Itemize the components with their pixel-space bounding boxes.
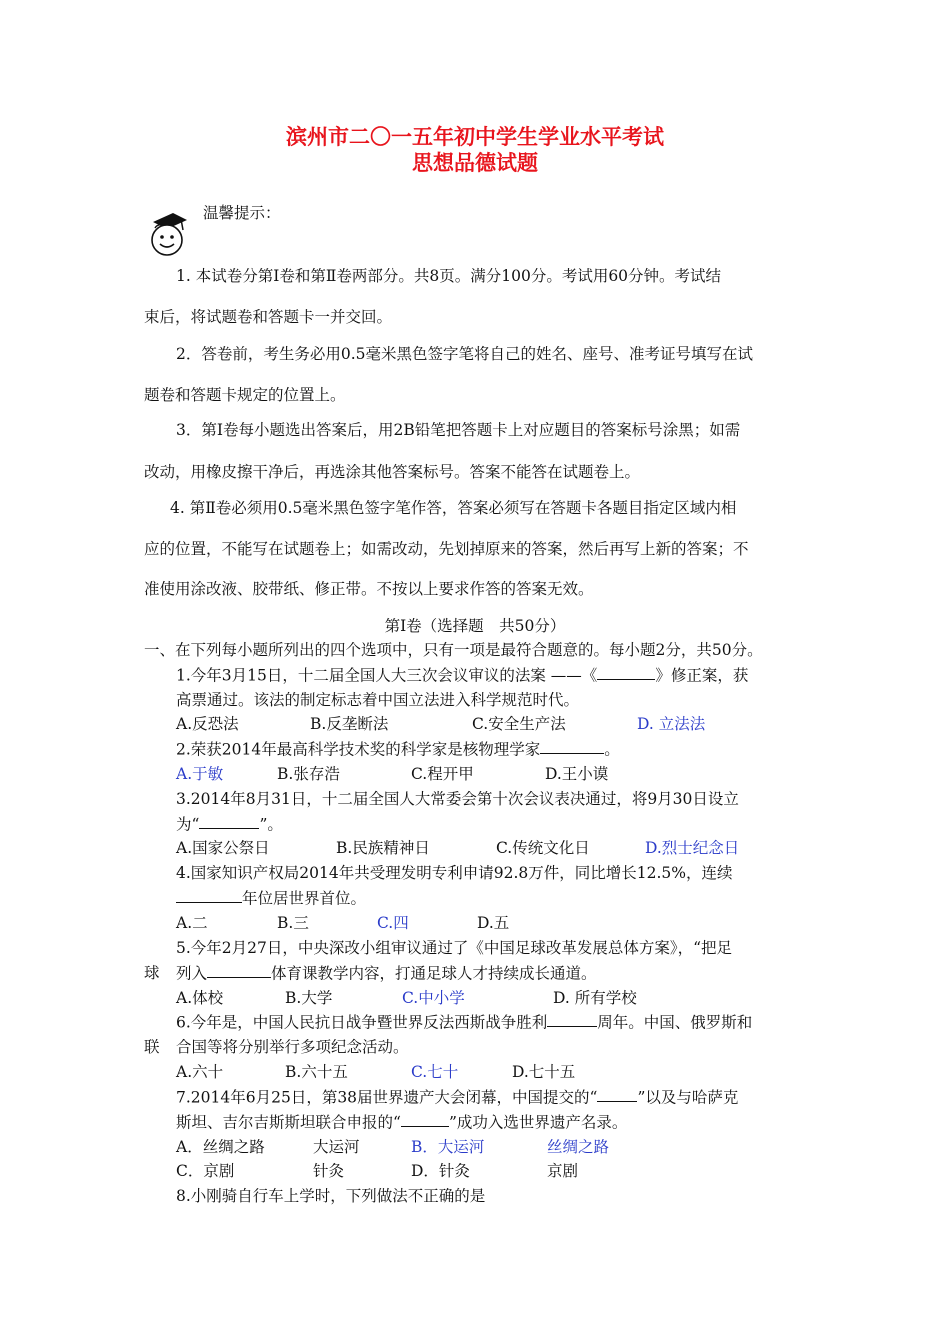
- option-b: B.张存浩: [277, 765, 340, 783]
- option-b-answer-part-1: B．大运河: [411, 1138, 485, 1156]
- question-text: 周年。中国、俄罗斯和: [597, 1013, 753, 1032]
- option-d-part-1: D．针灸: [411, 1162, 470, 1180]
- question-4-line-2: [176, 886, 366, 908]
- option-d-part-2: 京剧: [547, 1162, 579, 1180]
- instruction-line: 应的位置，不能写在试题卷上；如需改动，先划掉原来的答案，然后再写上新的答案；不: [144, 540, 749, 558]
- answer-blank: [401, 1110, 449, 1127]
- option-a: A.二: [176, 914, 208, 932]
- instruction-line: 4. 第Ⅱ卷必须用0.5毫米黑色签字笔作答，答案必须写在答题卡各题目指定区域内相: [170, 499, 737, 517]
- answer-blank: [176, 886, 242, 903]
- option-b: B.反垄断法: [310, 715, 389, 733]
- option-b: B.三: [277, 914, 309, 932]
- section-heading: 第Ⅰ卷（选择题 共50分）: [384, 617, 566, 635]
- question-4-line-1: 4.国家知识产权局2014年共受理发明专利申请92.8万件，同比增长12.5%，连续: [176, 864, 733, 882]
- question-text: 7.2014年6月25日，第38届世界遗产大会闭幕，中国提交的“: [176, 1088, 598, 1107]
- question-text: 年位居世界首位。: [242, 889, 367, 908]
- question-text: 。: [604, 740, 620, 759]
- instruction-line: 3．第Ⅰ卷每小题选出答案后，用2B铅笔把答题卡上对应题目的答案标号涂黑；如需: [176, 421, 741, 439]
- option-c-part-2: 针灸: [313, 1162, 345, 1180]
- exam-subtitle: 思想品德试题: [412, 150, 538, 175]
- option-c-answer: C.七十: [411, 1063, 459, 1081]
- question-8-line-1: 8.小刚骑自行车上学时，下列做法不正确的是: [176, 1187, 486, 1205]
- question-1-line-1: [176, 663, 748, 685]
- option-c-answer: C.四: [377, 914, 409, 932]
- option-d: D.五: [477, 914, 510, 932]
- option-c-answer: C.中小学: [402, 989, 465, 1007]
- question-1-line-2: 高票通过。该法的制定标志着中国立法进入科学规范时代。: [176, 691, 580, 709]
- question-6-line-1: [176, 1010, 752, 1032]
- question-text: 》修正案，获: [655, 666, 749, 685]
- question-text: ”。: [259, 815, 283, 834]
- instruction-line: 准使用涂改液、胶带纸、修正带。不按以上要求作答的答案无效。: [144, 580, 594, 598]
- option-c: C.程开甲: [411, 765, 474, 783]
- instruction-line: 1. 本试卷分第Ⅰ卷和第Ⅱ卷两部分。共8页。满分100分。考试用60分钟。考试结: [176, 267, 722, 285]
- question-5-line-2-prefix: 球: [144, 964, 160, 982]
- question-3-line-1: 3.2014年8月31日，十二届全国人大常委会第十次会议表决通过，将9月30日设立: [176, 790, 739, 808]
- option-b-answer-part-2: 丝绸之路: [547, 1138, 610, 1156]
- question-5-line-2: [176, 961, 597, 983]
- question-text: 6.今年是，中国人民抗日战争暨世界反法西斯战争胜利: [176, 1013, 548, 1032]
- question-7-line-1: [176, 1085, 738, 1107]
- question-text: 为“: [176, 815, 200, 834]
- question-text: 斯坦、吉尔吉斯斯坦联合申报的“: [176, 1113, 401, 1132]
- question-text: 体育课教学内容，打通足球人才持续成长通道。: [271, 964, 597, 983]
- option-c: C.传统文化日: [496, 839, 590, 857]
- answer-blank: [597, 663, 655, 680]
- question-5-line-1: 5.今年2月27日，中央深改小组审议通过了《中国足球改革发展总体方案》，“把足: [176, 939, 733, 957]
- option-d: D. 所有学校: [553, 989, 637, 1007]
- option-b: B.民族精神日: [336, 839, 430, 857]
- option-c-part-1: C．京剧: [176, 1162, 235, 1180]
- question-text: ”以及与哈萨克: [637, 1088, 739, 1107]
- graduate-smiley-icon: [143, 210, 189, 258]
- option-a: A.反恐法: [176, 715, 239, 733]
- question-3-line-2: [176, 812, 283, 834]
- answer-blank: [199, 812, 259, 829]
- question-text: 列入: [176, 964, 208, 983]
- question-2-line-1: [176, 737, 620, 759]
- question-6-line-2: 合国等将分别举行多项纪念活动。: [176, 1038, 409, 1056]
- exam-title: 滨州市二〇一五年初中学生学业水平考试: [286, 124, 664, 149]
- option-a: A.体校: [176, 989, 224, 1007]
- question-text: 1.今年3月15日，十二届全国人大三次会议审议的法案 ——《: [176, 666, 598, 685]
- option-a: A.国家公祭日: [176, 839, 270, 857]
- option-d: D.七十五: [512, 1063, 576, 1081]
- option-c: C.安全生产法: [472, 715, 566, 733]
- question-7-line-2: [176, 1110, 627, 1132]
- answer-blank: [540, 737, 604, 754]
- option-a-part-2: 大运河: [313, 1138, 360, 1156]
- question-text: ”成功入选世界遗产名录。: [448, 1113, 628, 1132]
- question-text: 2.荣获2014年最高科学技术奖的科学家是核物理学家: [176, 740, 541, 759]
- instruction-line: 2．答卷前，考生务必用0.5毫米黑色签字笔将自己的姓名、座号、准考证号填写在试: [176, 345, 754, 363]
- option-a-answer: A.于敏: [176, 765, 224, 783]
- option-d: D.王小谟: [545, 765, 609, 783]
- option-d-answer: D.烈士纪念日: [645, 839, 740, 857]
- option-b: B.大学: [285, 989, 333, 1007]
- answer-blank: [207, 961, 271, 978]
- tip-label: 温馨提示：: [203, 204, 281, 222]
- option-b: B.六十五: [285, 1063, 348, 1081]
- question-6-line-2-prefix: 联: [144, 1038, 160, 1056]
- option-a-part-1: A．丝绸之路: [176, 1138, 265, 1156]
- instruction-line: 束后，将试题卷和答题卡一并交回。: [144, 308, 393, 326]
- option-d-answer: D. 立法法: [637, 715, 706, 733]
- answer-blank: [547, 1010, 597, 1027]
- section-intro: 一、在下列每小题所列出的四个选项中，只有一项是最符合题意的。每小题2分，共50分。: [144, 641, 763, 659]
- instruction-line: 题卷和答题卡规定的位置上。: [144, 386, 346, 404]
- option-a: A.六十: [176, 1063, 224, 1081]
- instruction-line: 改动，用橡皮擦干净后，再选涂其他答案标号。答案不能答在试题卷上。: [144, 463, 641, 481]
- answer-blank: [597, 1085, 637, 1102]
